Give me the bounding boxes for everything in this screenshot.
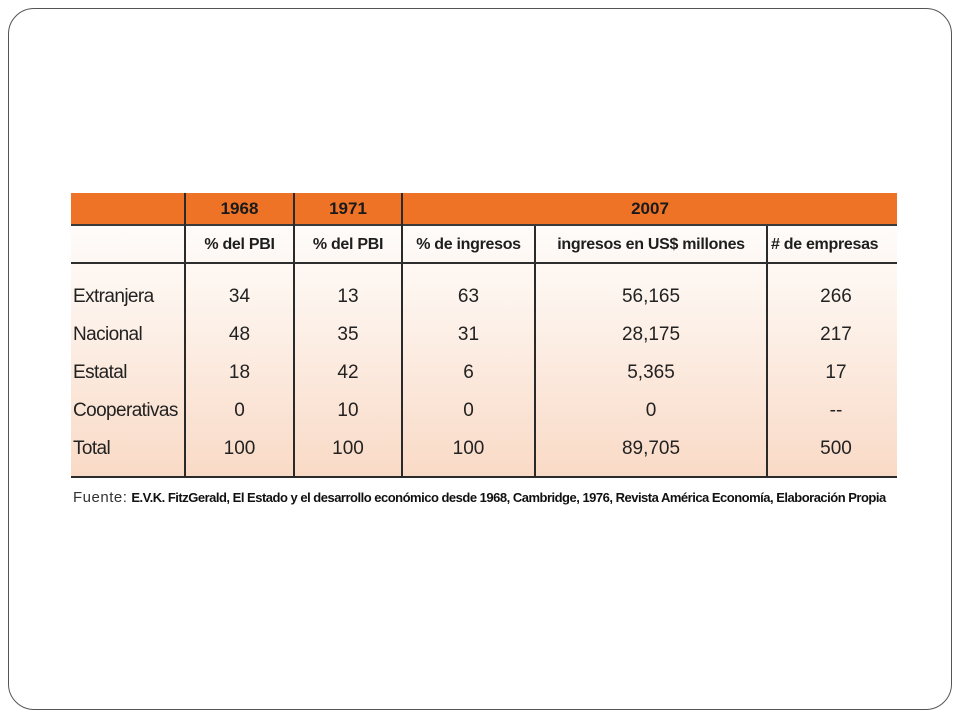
row-label: Cooperativas [73, 400, 178, 421]
table-body [71, 193, 897, 476]
table-cell: 35 [337, 324, 359, 345]
table-cell: 0 [645, 400, 657, 421]
table-cell: 100 [223, 438, 256, 459]
table-cell: 100 [452, 438, 485, 459]
sub-header: % del PBI [204, 236, 275, 253]
table-cell: 100 [332, 438, 364, 459]
table-cell: 266 [820, 286, 852, 307]
row-label: Nacional [73, 324, 143, 345]
table-cell: 63 [457, 286, 480, 307]
table-cell: 10 [337, 400, 359, 421]
sub-header: % de ingresos [416, 236, 521, 253]
sub-header: % del PBI [312, 236, 384, 253]
table-cell: 6 [463, 362, 474, 383]
table-cell: 28,175 [621, 324, 681, 345]
sub-header: # de empresas [771, 236, 879, 253]
row-label: Total [73, 438, 111, 459]
table-cell: 48 [228, 324, 251, 345]
table-cell: 89,705 [621, 438, 681, 459]
source-lead: Fuente: [73, 489, 128, 506]
year-header-2007: 2007 [631, 199, 669, 218]
year-header-1968: 1968 [220, 199, 259, 218]
year-header-1971: 1971 [329, 199, 367, 218]
header-divider [71, 262, 897, 264]
table-cell: 42 [337, 362, 359, 383]
table-cell: 13 [337, 286, 359, 307]
table-cell: 34 [228, 286, 251, 307]
table-cell: 17 [825, 362, 847, 383]
source-text: E.V.K. FitzGerald, El Estado y el desarrollo económico desde 1968, Cambridge, 1976, Revista América Economía, Elaboración Propia [131, 490, 886, 505]
table-cell: 5,365 [627, 362, 675, 383]
table-cell: 217 [820, 324, 852, 345]
table-cell: -- [829, 400, 843, 421]
table-cell: 500 [820, 438, 852, 459]
source-divider [71, 476, 897, 478]
row-label: Estatal [73, 362, 127, 383]
row-label: Extranjera [73, 286, 154, 307]
table-cell: 0 [463, 400, 474, 421]
source-note [73, 485, 886, 511]
table-cell: 18 [228, 362, 251, 383]
table-cell: 56,165 [621, 286, 681, 307]
table-cell: 0 [234, 400, 245, 421]
data-table-image [71, 193, 897, 512]
sub-header: ingresos en US$ millones [557, 236, 745, 253]
table-cell: 31 [457, 324, 480, 345]
